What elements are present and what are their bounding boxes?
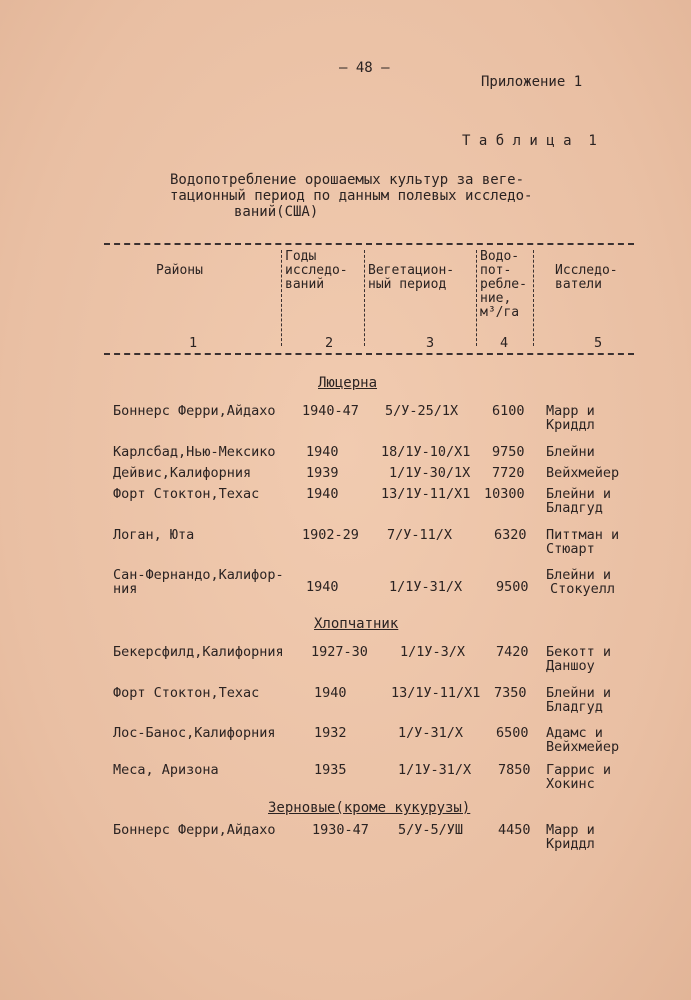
district-cell: Сан-Фернандо,Калифор- bbox=[113, 567, 284, 583]
district-cell: Карлсбад,Нью-Мексико bbox=[113, 444, 276, 460]
researchers-cell: Криддл bbox=[546, 836, 595, 852]
period-cell: 1/1У-30/1Х bbox=[389, 465, 471, 481]
district-cell: Меса, Аризона bbox=[113, 762, 219, 778]
researchers-cell: Бладгуд bbox=[546, 500, 603, 516]
column-divider bbox=[476, 250, 477, 346]
researchers-cell: Бекотт и bbox=[546, 644, 612, 660]
header-period: Вегетацион- ный период bbox=[368, 263, 455, 292]
section-title: Зерновые(кроме кукурузы) bbox=[268, 800, 471, 816]
water-cell: 7720 bbox=[492, 465, 525, 481]
district-cell: Бекерсфилд,Калифорния bbox=[113, 644, 284, 660]
column-number: 5 bbox=[594, 335, 603, 351]
water-cell: 6500 bbox=[496, 725, 529, 741]
period-cell: 13/1У-11/Х1 bbox=[381, 486, 471, 502]
years-cell: 1940 bbox=[306, 486, 339, 502]
period-cell: 1/У-31/Х bbox=[398, 725, 464, 741]
water-cell: 7420 bbox=[496, 644, 529, 660]
researchers-cell: Стюарт bbox=[546, 541, 595, 557]
column-number: 3 bbox=[426, 335, 435, 351]
district-cell: ния bbox=[113, 581, 138, 597]
header-water-use: Водо- пот- ребле- ние, м³/га bbox=[480, 249, 527, 320]
years-cell: 1940 bbox=[306, 444, 339, 460]
column-divider bbox=[533, 250, 534, 346]
years-cell: 1940 bbox=[306, 579, 339, 595]
water-cell: 4450 bbox=[498, 822, 531, 838]
district-cell: Боннерс Ферри,Айдахо bbox=[113, 403, 276, 419]
water-cell: 9750 bbox=[492, 444, 525, 460]
water-cell: 7850 bbox=[498, 762, 531, 778]
appendix-label: Приложение 1 bbox=[481, 74, 583, 90]
researchers-cell: Вейхмейер bbox=[546, 739, 620, 755]
water-cell: 6100 bbox=[492, 403, 525, 419]
years-cell: 1940 bbox=[314, 685, 347, 701]
page-number: — 48 — bbox=[339, 60, 390, 76]
caption-line: ваний(США) bbox=[234, 204, 319, 220]
water-cell: 9500 bbox=[496, 579, 529, 595]
researchers-cell: Криддл bbox=[546, 417, 595, 433]
researchers-cell: Питтман и bbox=[546, 527, 620, 543]
researchers-cell: Блейни bbox=[546, 444, 595, 460]
district-cell: Боннерс Ферри,Айдахо bbox=[113, 822, 276, 838]
researchers-cell: Вейхмейер bbox=[546, 465, 620, 481]
years-cell: 1927-30 bbox=[311, 644, 368, 660]
years-cell: 1930-47 bbox=[312, 822, 369, 838]
period-cell: 1/1У-31/Х bbox=[398, 762, 472, 778]
header-years: Годы исследо- ваний bbox=[285, 249, 348, 292]
period-cell: 18/1У-10/Х1 bbox=[381, 444, 471, 460]
column-divider bbox=[281, 250, 282, 346]
section-title: Хлопчатник bbox=[314, 616, 399, 632]
period-cell: 1/1У-3/Х bbox=[400, 644, 466, 660]
period-cell: 7/У-11/Х bbox=[387, 527, 453, 543]
caption-line: тационный период по данным полевых исследо- bbox=[170, 188, 533, 204]
table-caption bbox=[170, 172, 532, 220]
district-cell: Дейвис,Калифорния bbox=[113, 465, 252, 481]
header-districts: Районы bbox=[156, 263, 203, 278]
district-cell: Форт Стоктон,Техас bbox=[113, 685, 260, 701]
period-cell: 13/1У-11/Х1 bbox=[391, 685, 481, 701]
researchers-cell: Марр и bbox=[546, 403, 595, 419]
years-cell: 1940-47 bbox=[302, 403, 359, 419]
researchers-cell: Марр и bbox=[546, 822, 595, 838]
column-divider bbox=[364, 250, 365, 346]
period-cell: 5/У-25/1Х bbox=[385, 403, 459, 419]
years-cell: 1902-29 bbox=[302, 527, 359, 543]
researchers-cell: Гаррис и bbox=[546, 762, 612, 778]
years-cell: 1939 bbox=[306, 465, 339, 481]
researchers-cell: Адамс и bbox=[546, 725, 603, 741]
header-top-rule bbox=[104, 243, 634, 245]
years-cell: 1932 bbox=[314, 725, 347, 741]
column-number: 1 bbox=[189, 335, 198, 351]
researchers-cell: Блейни и bbox=[546, 567, 612, 583]
researchers-cell: Блейни и bbox=[546, 685, 612, 701]
header-bottom-rule bbox=[104, 353, 634, 355]
column-number: 2 bbox=[325, 335, 334, 351]
district-cell: Логан, Юта bbox=[113, 527, 195, 543]
section-title: Люцерна bbox=[318, 375, 378, 391]
researchers-cell: Блейни и bbox=[546, 486, 612, 502]
years-cell: 1935 bbox=[314, 762, 347, 778]
water-cell: 6320 bbox=[494, 527, 527, 543]
water-cell: 10300 bbox=[484, 486, 525, 502]
period-cell: 5/У-5/УШ bbox=[398, 822, 464, 838]
researchers-cell: Бладгуд bbox=[546, 699, 603, 715]
column-number: 4 bbox=[500, 335, 509, 351]
researchers-cell: Стокуелл bbox=[550, 581, 616, 597]
researchers-cell: Хокинс bbox=[546, 776, 595, 792]
district-cell: Лос-Банос,Калифорния bbox=[113, 725, 276, 741]
caption-line: Водопотребление орошаемых культур за веге- bbox=[170, 172, 525, 188]
researchers-cell: Даншоу bbox=[546, 658, 595, 674]
district-cell: Форт Стоктон,Техас bbox=[113, 486, 260, 502]
header-researchers: Исследо- ватели bbox=[555, 263, 618, 292]
period-cell: 1/1У-31/Х bbox=[389, 579, 463, 595]
table-label: Т а б л и ц а 1 bbox=[462, 133, 597, 149]
water-cell: 7350 bbox=[494, 685, 527, 701]
